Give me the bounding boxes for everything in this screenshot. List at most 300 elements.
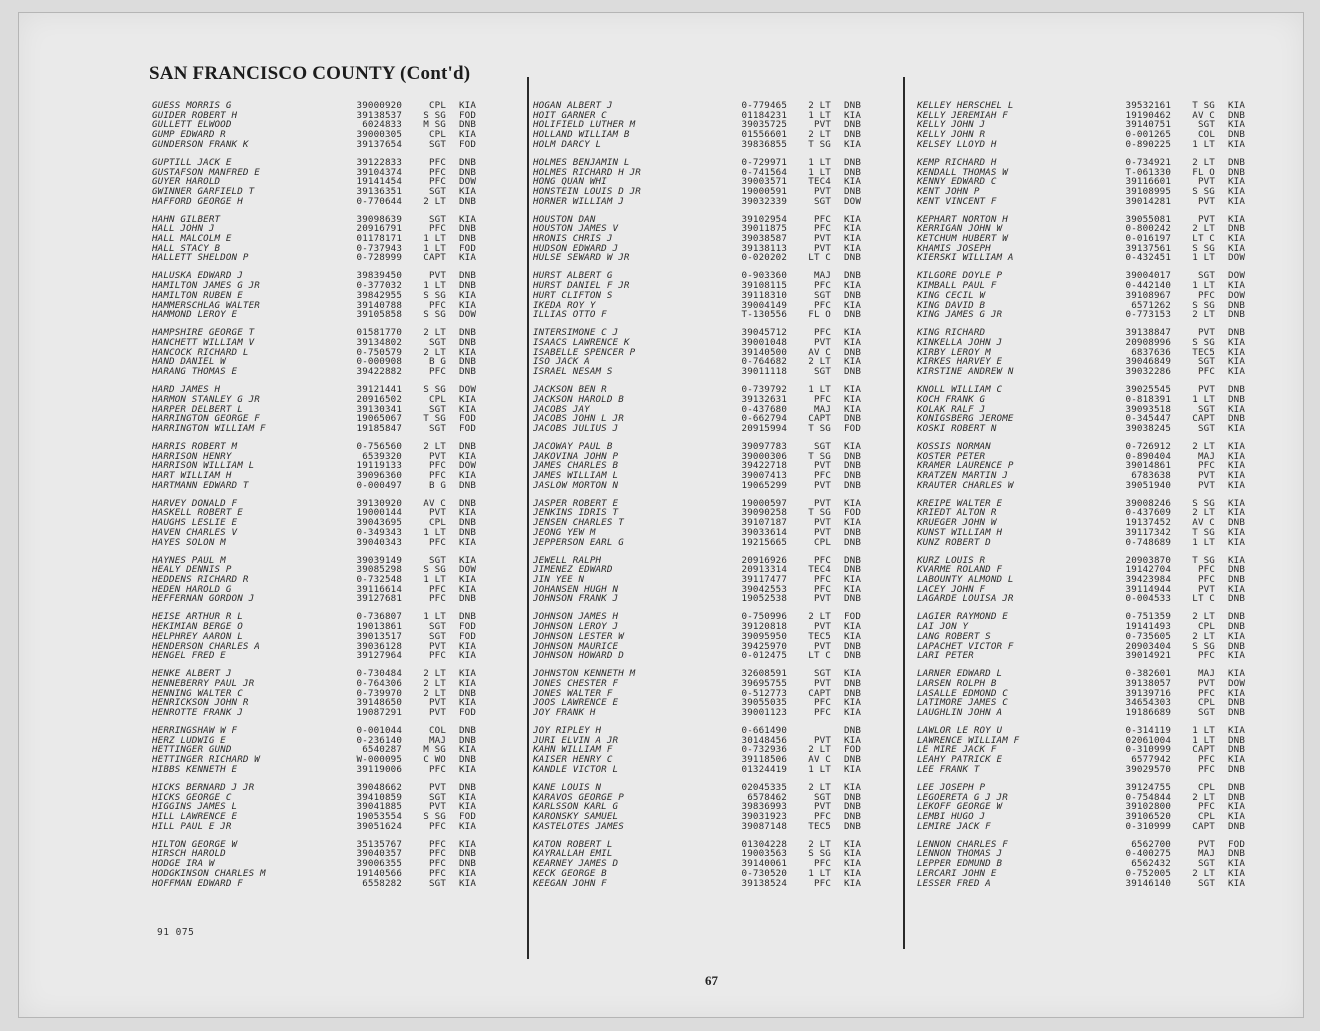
record-serial-number: 0-750996 [741,611,787,623]
record-rank: S SG [1192,185,1215,197]
record-group [917,385,1245,433]
casualty-record [152,168,476,178]
record-status: DNB [458,611,476,623]
record-serial-number: 32608591 [741,668,787,680]
record-serial-number: 0-726912 [1125,440,1171,452]
record-status: DNB [1227,384,1245,396]
record-status: KIA [458,470,476,482]
record-serial-number: 0-437609 [1125,507,1171,519]
record-serial-number: 0-818391 [1125,393,1171,405]
record-status: KIA [458,838,476,850]
record-name: HILL PAUL E JR [152,821,232,832]
record-name: ILLIAS OTTO F [533,310,607,320]
record-serial-number: 20915994 [741,422,787,434]
casualty-record [917,642,1245,652]
record-name: ISABELLE SPENCER P [533,347,636,358]
casualty-record [917,879,1245,889]
record-rank: PVT [813,593,831,605]
record-name: JENKINS IDRIS T [533,508,619,519]
record-rank: 2 LT [808,838,831,850]
record-group [917,442,1245,490]
record-status: KIA [458,554,476,566]
record-rank: S SG [1192,242,1215,254]
record-serial-number: 30148456 [741,734,787,746]
record-name: KONIGSBERG JEROME [917,414,1014,424]
record-rank: CAPT [423,252,446,264]
record-name: JACOWAY PAUL B [533,441,613,452]
record-status: DNB [1227,734,1245,746]
record-status: KIA [1227,213,1245,225]
casualty-record [533,328,861,338]
record-status: KIA [843,176,861,188]
record-group [917,328,1245,376]
record-serial-number: 39031923 [741,811,787,822]
record-rank: PVT [428,450,446,462]
record-serial-number: 39423984 [1125,574,1171,585]
record-name: KANDLE VICTOR L [533,764,619,775]
record-status: KIA [1227,337,1245,348]
record-rank: PVT [813,337,831,348]
record-rank: PFC [428,536,446,548]
record-serial-number: 0-730484 [356,668,402,680]
record-serial-number: 19215665 [741,536,787,548]
record-serial-number: 39043695 [356,517,402,529]
record-rank: PFC [428,583,446,595]
record-name: JOHNSTON KENNETH M [533,669,636,679]
record-rank: S SG [423,309,446,321]
record-name: HASKELL ROBERT E [152,508,243,519]
record-serial-number: 39120818 [741,621,787,633]
record-status: DNB [458,440,476,452]
casualty-record [917,197,1245,207]
casualty-record [152,765,476,775]
casualty-record [917,651,1245,661]
record-serial-number: 39532161 [1125,100,1171,111]
record-serial-number: 0-512773 [741,687,787,699]
record-status: DNB [1227,611,1245,623]
record-status: DOW [458,309,476,321]
record-status: KIA [843,337,861,348]
record-rank: 1 LT [808,109,831,121]
record-name: HEDDENS RICHARD R [152,575,249,585]
record-status: DNB [458,270,476,282]
record-name: HORNER WILLIAM J [533,196,624,207]
record-serial-number: 39138524 [741,877,787,889]
casualty-record [152,822,476,832]
record-serial-number: 0-752005 [1125,867,1171,879]
record-serial-number: 19142704 [1125,564,1171,576]
record-serial-number: 39138057 [1125,677,1171,689]
record-status: FOD [458,707,476,719]
record-serial-number: 39410859 [356,791,402,803]
casualty-record [152,879,476,889]
record-status: DNB [843,346,861,358]
record-status: FOD [458,630,476,642]
record-serial-number: 39139716 [1125,687,1171,699]
page-number: 67 [705,973,718,988]
record-rank: SGT [1197,422,1215,434]
record-serial-number: 39148650 [356,697,402,709]
record-serial-number: 0-730520 [741,867,787,879]
record-name: LARNER EDWARD L [917,669,1003,679]
record-rank: PFC [428,156,446,168]
casualty-record [917,869,1245,879]
casualty-record [533,726,861,736]
record-status: KIA [1227,801,1245,813]
record-rank: CPL [1197,697,1215,709]
record-rank: SGT [813,195,831,207]
record-status: DNB [843,687,861,699]
record-name: KECK GEORGE B [533,868,607,879]
record-serial-number: 39118506 [741,754,787,766]
record-name: HAND DANIEL W [152,357,226,368]
record-rank: T SG [1192,526,1215,538]
roster-column-1 [152,101,476,897]
record-serial-number: 01178171 [356,233,402,245]
record-status: DNB [1227,697,1245,709]
record-name: HURT CLIFTON S [533,290,613,301]
record-serial-number: 6540287 [362,744,402,756]
record-status: DNB [458,781,476,793]
record-name: HRONIS CHRIS J [533,234,613,244]
record-serial-number: 39137561 [1125,242,1171,254]
record-status: KIA [843,138,861,150]
record-name: IKEDA ROY Y [533,300,596,311]
record-serial-number: 39000305 [356,129,402,141]
casualty-record [917,253,1245,263]
casualty-record [152,528,476,538]
record-serial-number: 39097783 [741,440,787,452]
record-rank: S SG [1192,337,1215,348]
record-serial-number: 20913314 [741,564,787,576]
record-status: DNB [1227,223,1245,235]
record-rank: T SG [808,507,831,519]
record-status: DNB [458,858,476,870]
record-rank: PVT [1197,583,1215,595]
record-name: HAUGHS LESLIE E [152,518,238,528]
record-rank: LT C [808,650,831,662]
record-rank: CAPT [1192,744,1215,756]
record-rank: TEC5 [808,630,831,642]
record-status: KIA [843,697,861,709]
record-name: JEONG YEW M [533,527,596,538]
casualty-record [533,271,861,281]
record-name: HULSE SEWARD W JR [533,253,630,264]
record-name: KRIEDT ALTON R [917,508,997,519]
record-rank: SGT [813,791,831,803]
record-rank: 2 LT [423,677,446,689]
record-group [917,215,1245,263]
record-name: JACOBS JULIUS J [533,423,619,434]
record-status: DNB [843,366,861,378]
record-group [152,556,476,604]
record-status: KIA [458,877,476,889]
record-rank: 2 LT [423,687,446,699]
record-name: KIMBALL PAUL F [917,281,997,291]
record-rank: PVT [813,185,831,197]
record-rank: SGT [813,668,831,680]
record-rank: CAPT [1192,820,1215,832]
casualty-record [152,622,476,632]
record-group [152,442,476,490]
record-status: KIA [1227,536,1245,548]
record-status: DNB [843,791,861,803]
record-status: KIA [458,574,476,585]
record-name: HERZ LUDWIG E [152,735,226,746]
record-rank: PFC [1197,687,1215,699]
record-name: JACKSON BEN R [533,385,607,395]
record-rank: PFC [428,858,446,870]
record-name: LASALLE EDMOND C [917,688,1008,699]
record-name: HARRINGTON WILLIAM F [152,423,266,434]
record-rank: PVT [813,621,831,633]
record-serial-number: 39001123 [741,707,787,719]
casualty-record [533,849,861,859]
record-rank: PFC [813,877,831,889]
record-name: HEISE ARTHUR R L [152,612,243,623]
record-serial-number: 39137654 [356,138,402,150]
record-serial-number: 39119006 [356,763,402,775]
record-serial-number: 0-661490 [741,725,787,737]
record-serial-number: 20916791 [356,223,402,235]
record-rank: PFC [813,393,831,405]
record-rank: PFC [813,299,831,311]
record-name: HUDSON EDWARD J [533,243,619,254]
record-serial-number: 19065299 [741,479,787,491]
record-status: KIA [843,356,861,368]
record-status: KIA [458,650,476,662]
record-serial-number: 6571262 [1131,299,1171,311]
record-status: KIA [1227,526,1245,538]
record-name: JAMES CHARLES B [533,461,619,472]
record-serial-number: 39011875 [741,223,787,235]
record-serial-number: 01184231 [741,109,787,121]
record-rank: PFC [428,848,446,860]
record-name: HURST DANIEL F JR [533,281,630,291]
record-name: LAGIER RAYMOND E [917,612,1008,623]
record-name: JACOBS JAY [533,404,590,415]
record-status: DNB [843,185,861,197]
record-name: HALUSKA EDWARD J [152,271,243,282]
casualty-record [917,538,1245,548]
record-name: LAWLOR LE ROY U [917,726,1003,736]
record-serial-number: 39108995 [1125,185,1171,197]
record-status: DNB [843,129,861,141]
record-rank: PFC [1197,574,1215,585]
record-serial-number: 19065067 [356,413,402,425]
casualty-record [533,594,861,604]
casualty-record [533,689,861,699]
record-rank: PVT [428,697,446,709]
record-status: DNB [843,650,861,662]
record-rank: SGT [428,403,446,415]
record-name: JOHNSON LESTER W [533,631,624,642]
record-rank: CPL [428,393,446,405]
record-status: KIA [1227,460,1245,472]
record-serial-number: 39042553 [741,583,787,595]
casualty-record [917,414,1245,424]
record-name: KOSTER PETER [917,451,986,462]
record-serial-number: 0-750579 [356,346,402,358]
record-serial-number: 0-662794 [741,413,787,425]
record-status: DNB [458,497,476,509]
record-status: DNB [843,450,861,462]
record-rank: PVT [428,507,446,519]
casualty-record [152,471,476,481]
record-serial-number: 0-890225 [1125,138,1171,150]
record-rank: M SG [423,744,446,756]
record-name: KENT VINCENT F [917,196,997,207]
record-serial-number: 0-764682 [741,356,787,368]
record-name: KREIPE WALTER E [917,498,1003,509]
casualty-record [533,197,861,207]
record-rank: 2 LT [1192,867,1215,879]
record-status: KIA [1227,440,1245,452]
record-group [917,101,1245,149]
record-status: KIA [1227,858,1245,870]
record-name: LEE FRANK T [917,764,980,775]
record-serial-number: 39104374 [356,166,402,178]
record-serial-number: 0-732548 [356,574,402,585]
record-status: DNB [843,289,861,301]
record-status: KIA [843,327,861,339]
record-serial-number: 39695755 [741,677,787,689]
record-serial-number: 0-770644 [356,195,402,207]
record-serial-number: 39032339 [741,195,787,207]
record-rank: S SG [423,564,446,576]
casualty-record [152,755,476,765]
record-status: DNB [458,337,476,348]
casualty-record [152,215,476,225]
record-rank: AV C [1192,517,1215,529]
record-status: FOD [458,413,476,425]
record-serial-number: 39051624 [356,820,402,832]
record-name: HANCHETT WILLIAM V [152,338,255,348]
record-name: LEMBI HUGO J [917,812,986,822]
record-rank: AV C [808,346,831,358]
record-name: KELLEY HERSCHEL L [917,101,1014,111]
record-name: KEARNEY JAMES D [533,859,619,869]
record-status: KIA [458,820,476,832]
casualty-record [152,859,476,869]
record-rank: T SG [1192,554,1215,566]
casualty-record [533,528,861,538]
record-status: KIA [1227,687,1245,699]
record-rank: 1 LT [1192,252,1215,264]
record-rank: PVT [1197,195,1215,207]
record-serial-number: 02061004 [1125,734,1171,746]
record-serial-number: 39422718 [741,460,787,472]
record-status: KIA [843,848,861,860]
record-rank: 1 LT [1192,280,1215,292]
casualty-record [917,793,1245,803]
record-group [152,385,476,433]
record-serial-number: 39004149 [741,299,787,311]
record-serial-number: 39000920 [356,100,402,111]
record-name: JENSEN CHARLES T [533,518,624,528]
record-name: HAHN GILBERT [152,214,221,225]
record-status: DNB [1227,564,1245,576]
record-rank: PFC [1197,650,1215,662]
record-name: HOUSTON DAN [533,214,596,225]
record-status: DNB [843,460,861,472]
record-name: HEALY DENNIS P [152,565,232,575]
record-status: KIA [1227,650,1245,662]
casualty-record [533,822,861,832]
record-name: HARRIS ROBERT M [152,441,238,452]
record-name: LENNON THOMAS J [917,849,1003,860]
casualty-record [533,669,861,679]
record-status: KIA [1227,403,1245,415]
record-status: KIA [458,289,476,301]
casualty-record [917,452,1245,462]
record-serial-number: 39118310 [741,289,787,301]
record-serial-number: 39127964 [356,650,402,662]
record-status: DNB [1227,299,1245,311]
record-serial-number: 39122833 [356,156,402,168]
record-name: HOLMES BENJAMIN L [533,157,630,168]
record-group [533,612,861,660]
record-status: DNB [843,119,861,131]
record-rank: TEC5 [808,820,831,832]
record-name: JASPER ROBERT E [533,498,619,509]
record-serial-number: 0-437680 [741,403,787,415]
record-status: KIA [843,233,861,245]
record-status: KIA [1227,470,1245,482]
record-name: LAI JON Y [917,622,969,632]
record-name: LATIMORE JAMES C [917,698,1008,709]
record-serial-number: T-061330 [1125,166,1171,178]
record-name: LACEY JOHN F [917,584,986,595]
record-status: KIA [843,621,861,633]
record-name: HETTINGER RICHARD W [152,755,260,765]
record-serial-number: 39085298 [356,564,402,576]
casualty-record [152,508,476,518]
record-rank: SGT [428,621,446,633]
record-serial-number: 39116601 [1125,176,1171,188]
record-rank: CAPT [808,687,831,699]
casualty-record [152,197,476,207]
roster-column-3 [917,101,1245,897]
record-serial-number: 0-732936 [741,744,787,756]
casualty-record [152,120,476,130]
record-status: FOD [1227,838,1245,850]
record-serial-number: 0-377032 [356,280,402,292]
record-rank: PVT [428,707,446,719]
record-name: HOLM DARCY L [533,139,602,150]
record-serial-number: 0-000497 [356,479,402,491]
record-name: LEPPER EDMUND B [917,859,1003,869]
casualty-record [533,177,861,187]
casualty-record [917,565,1245,575]
record-rank: B G [428,356,446,368]
record-rank: PVT [1197,176,1215,188]
record-rank: PVT [813,640,831,652]
casualty-record [152,253,476,263]
casualty-record [152,452,476,462]
record-status: DNB [1227,109,1245,121]
record-rank: 1 LT [808,763,831,775]
casualty-record [152,793,476,803]
record-status: DNB [843,564,861,576]
record-serial-number: 19185847 [356,422,402,434]
county-title: SAN FRANCISCO COUNTY (Cont'd) [149,63,471,84]
casualty-record [533,385,861,395]
record-rank: T SG [1192,100,1215,111]
record-rank: PFC [813,858,831,870]
casualty-record [917,187,1245,197]
casualty-record [917,594,1245,604]
